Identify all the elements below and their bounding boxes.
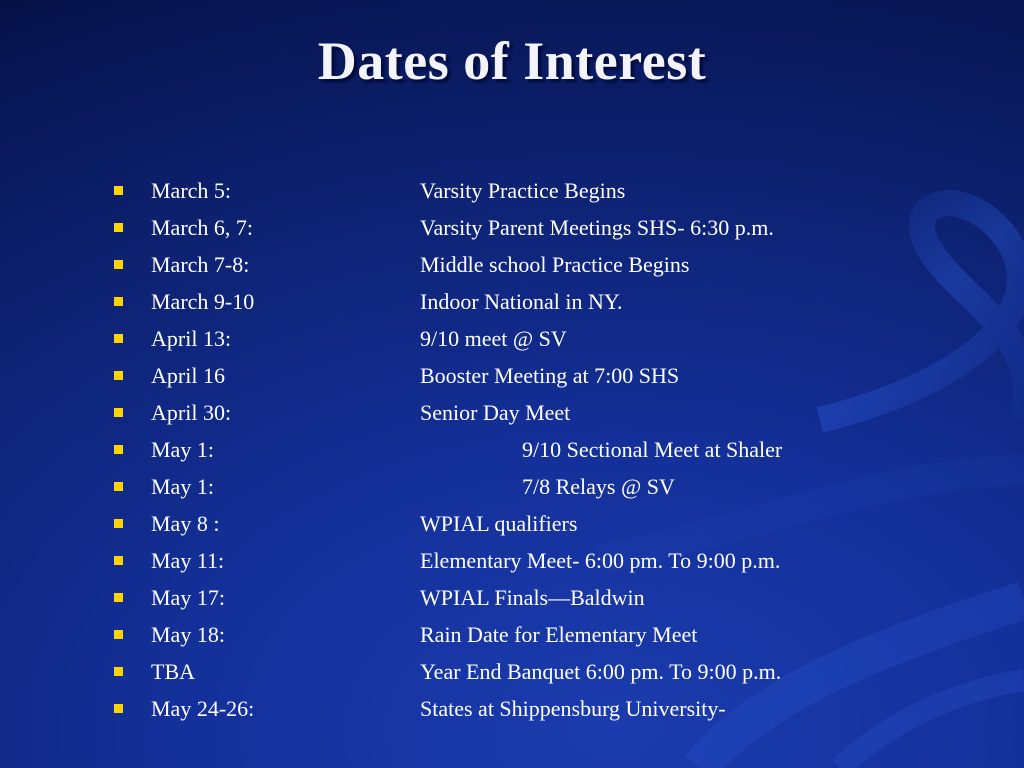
item-event: WPIAL qualifiers	[420, 511, 578, 536]
item-event: Middle school Practice Begins	[420, 252, 690, 277]
bullet-square-icon	[114, 593, 123, 602]
bullet-square-icon	[114, 334, 123, 343]
item-date: May 18:	[151, 622, 225, 647]
item-event: Varsity Practice Begins	[420, 178, 626, 203]
item-event: Year End Banquet 6:00 pm. To 9:00 p.m.	[420, 659, 782, 684]
bullet-square-icon	[114, 482, 123, 491]
item-date: May 11:	[151, 548, 225, 573]
item-date: March 5:	[151, 178, 232, 203]
item-date: May 17:	[151, 585, 225, 610]
list-item	[112, 431, 972, 468]
item-date: May 1:	[151, 474, 214, 499]
bullet-square-icon	[114, 260, 123, 269]
list-item	[112, 394, 972, 431]
dates-list	[112, 172, 972, 727]
list-item	[112, 616, 972, 653]
bullet-square-icon	[114, 630, 123, 639]
item-event: WPIAL Finals—Baldwin	[420, 585, 645, 610]
slide-title: Dates of Interest	[317, 31, 707, 91]
item-event: Senior Day Meet	[420, 400, 571, 425]
list-item	[112, 653, 972, 690]
item-date: March 9-10	[151, 289, 255, 314]
list-item	[112, 172, 972, 209]
bullet-square-icon	[114, 667, 123, 676]
item-event: 9/10 meet @ SV	[420, 326, 567, 351]
item-date: May 8 :	[151, 511, 220, 536]
item-event: 7/8 Relays @ SV	[522, 474, 675, 499]
item-date: April 16	[151, 363, 225, 388]
item-event: Rain Date for Elementary Meet	[420, 622, 698, 647]
list-item	[112, 357, 972, 394]
item-date: May 24-26:	[151, 696, 255, 721]
list-item	[112, 505, 972, 542]
list-item	[112, 320, 972, 357]
bullet-square-icon	[114, 445, 123, 454]
list-item	[112, 468, 972, 505]
item-event: 9/10 Sectional Meet at Shaler	[522, 437, 783, 462]
list-item	[112, 690, 972, 727]
item-event: Varsity Parent Meetings SHS- 6:30 p.m.	[420, 215, 774, 240]
bullet-square-icon	[114, 556, 123, 565]
bullet-square-icon	[114, 297, 123, 306]
item-event: Elementary Meet- 6:00 pm. To 9:00 p.m.	[420, 548, 781, 573]
list-item	[112, 209, 972, 246]
item-date: TBA	[151, 659, 195, 684]
item-event: Booster Meeting at 7:00 SHS	[420, 363, 680, 388]
item-date: March 6, 7:	[151, 215, 254, 240]
bullet-square-icon	[114, 408, 123, 417]
bullet-square-icon	[114, 186, 123, 195]
bullet-square-icon	[114, 371, 123, 380]
bullet-square-icon	[114, 223, 123, 232]
bullet-square-icon	[114, 704, 123, 713]
item-date: April 30:	[151, 400, 232, 425]
list-item	[112, 283, 972, 320]
list-item	[112, 579, 972, 616]
item-date: April 13:	[151, 326, 232, 351]
list-item	[112, 246, 972, 283]
item-date: May 1:	[151, 437, 214, 462]
item-event: Indoor National in NY.	[420, 289, 623, 314]
bullet-square-icon	[114, 519, 123, 528]
item-date: March 7-8:	[151, 252, 250, 277]
item-event: States at Shippensburg University-	[420, 696, 726, 721]
list-item	[112, 542, 972, 579]
